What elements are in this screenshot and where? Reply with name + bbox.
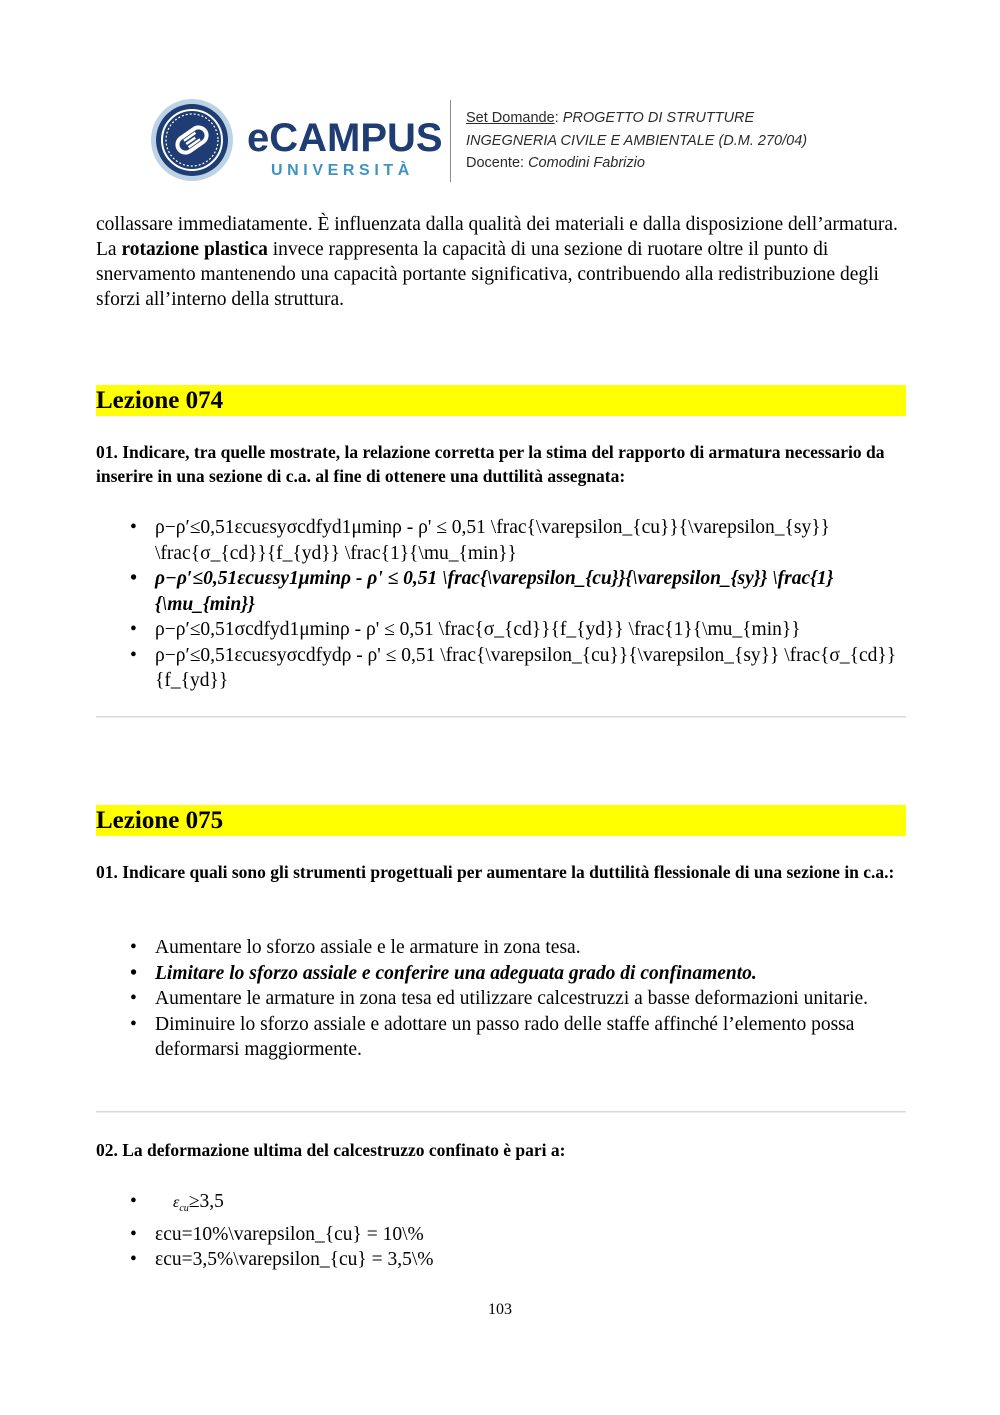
answer-option-correct: • Limitare lo sforzo assiale e conferire una adeguata grado di confinamento.	[130, 961, 920, 987]
teacher-value: Comodini Fabrizio	[528, 155, 645, 171]
question-separator	[96, 1111, 906, 1113]
set-value: PROGETTO DI STRUTTURE	[562, 110, 755, 126]
answer-option: • Diminuire lo sforzo assiale e adottare un passo rado delle staffe affinché l’elemento possa deformarsi maggiormente.	[130, 1012, 920, 1063]
epsilon-subscript: cu	[179, 1203, 189, 1214]
university-logo-emblem	[150, 98, 234, 182]
epsilon-symbol: ε	[173, 1194, 180, 1211]
answer-option: • εcu=10%\varepsilon_{cu} = 10\%	[130, 1222, 920, 1248]
set-label: Set Domande	[466, 110, 555, 126]
answer-option-correct: • ρ−ρ′≤0,51εcuεsy1μminρ - ρ' ≤ 0,51 \frac{\varepsilon_{cu}}{\varepsilon_{sy}} \frac{1}{\mu_{min}}	[130, 566, 920, 617]
brand-subtitle: UNIVERSITÀ	[271, 162, 414, 179]
intro-bold-term: rotazione plastica	[121, 239, 268, 260]
page-number: 103	[488, 1301, 512, 1318]
question-separator	[96, 716, 906, 718]
lesson-title: Lezione 075	[96, 807, 224, 834]
answer-option: • ρ−ρ′≤0,51σcdfyd1μminρ - ρ' ≤ 0,51 \frac{σ_{cd}}{f_{yd}} \frac{1}{\mu_{min}}	[130, 617, 920, 643]
answer-option: • εcu=3,5%\varepsilon_{cu} = 3,5\%	[130, 1247, 920, 1273]
answer-option: • ρ−ρ′≤0,51εcuεsyσcdfydρ - ρ' ≤ 0,51 \frac{\varepsilon_{cu}}{\varepsilon_{sy}} \frac{σ_{cd}}{f_{yd}}	[130, 643, 920, 694]
answer-option: • Aumentare le armature in zona tesa ed utilizzare calcestruzzi a basse deformazioni unitarie.	[130, 986, 920, 1012]
question-075-01: 01. Indicare quali sono gli strumenti progettuali per aumentare la duttilità flessionale di una sezione in c.a.:	[96, 862, 895, 882]
lesson-title: Lezione 074	[96, 387, 224, 414]
options-075-02	[130, 1189, 920, 1273]
set-line: Set Domande: PROGETTO DI STRUTTURE	[466, 110, 755, 126]
header-divider	[450, 100, 451, 182]
option-value: ≥3,5	[188, 1191, 224, 1212]
answer-option	[130, 1189, 920, 1222]
intro-text-1: collassare immediatamente. È influenzata dalla qualità dei materiali e dalla disposizione dell’armatura. La	[96, 214, 898, 260]
intro-paragraph	[96, 212, 911, 312]
brand-name: eCAMPUS	[247, 116, 443, 160]
answer-option: • ρ−ρ′≤0,51εcuεsyσcdfyd1μminρ - ρ' ≤ 0,51 \frac{\varepsilon_{cu}}{\varepsilon_{sy}} \frac{σ_{cd}}{f_{yd}} \frac{1}{\mu_{min}}	[130, 515, 920, 566]
lesson-heading-075	[96, 805, 906, 836]
options-075-01	[130, 935, 920, 1063]
course-line: INGEGNERIA CIVILE E AMBIENTALE (D.M. 270/04)	[466, 132, 808, 149]
question-074-01: 01. Indicare, tra quelle mostrate, la relazione corretta per la stima del rapporto di armatura necessario da inserire in una sezione di c.a. al fine di ottenere una duttilità assegnata:	[96, 442, 885, 486]
teacher-label: Docente	[466, 155, 521, 171]
university-logo-text	[247, 118, 443, 180]
question-075-02: 02. La deformazione ultima del calcestruzzo confinato è pari a:	[96, 1140, 566, 1160]
options-074-01	[130, 515, 920, 694]
teacher-line: Docente: Comodini Fabrizio	[466, 155, 645, 171]
intro-text-2: invece rappresenta la capacità di una sezione di ruotare oltre il punto di snervamento mantenendo una capacità portante significativa, contribuendo alla redistribuzione degli sforzi all’interno della struttura.	[96, 239, 879, 310]
lesson-heading-074	[96, 385, 906, 416]
answer-option: • Aumentare lo sforzo assiale e le armature in zona tesa.	[130, 935, 920, 961]
header-info	[466, 107, 807, 175]
